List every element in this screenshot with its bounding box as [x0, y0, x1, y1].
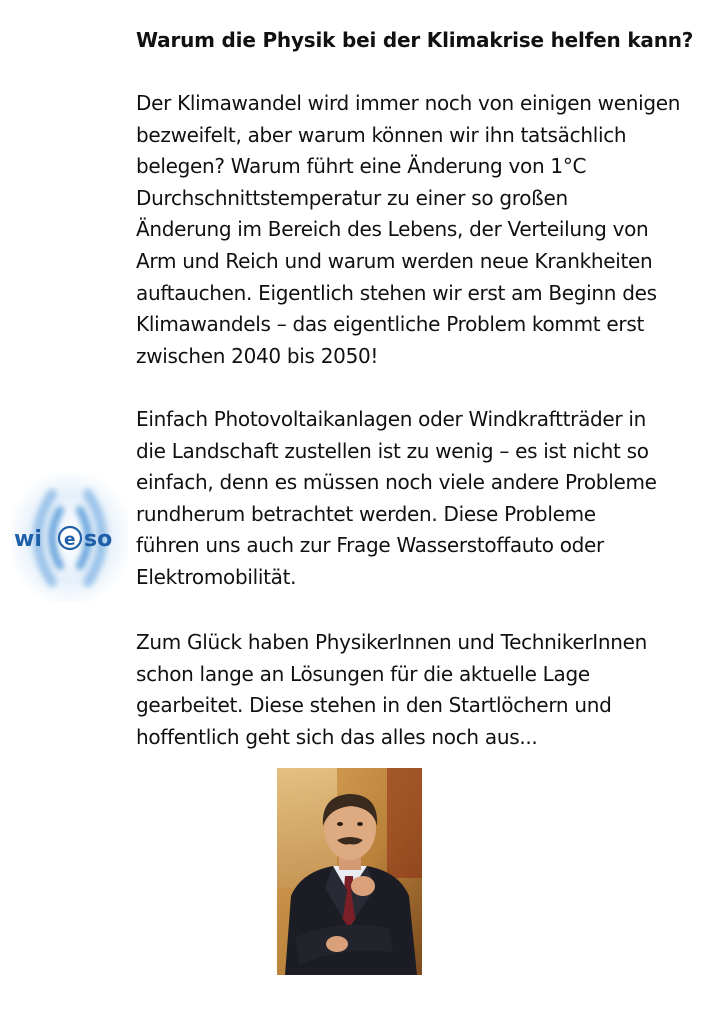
- text-line: hoffentlich geht sich das alles noch aus...: [136, 724, 538, 749]
- text-line: Einfach Photovoltaikanlagen oder Windkraftträder in: [136, 407, 647, 431]
- text-line: rundherum betrachtet werden. Diese Probleme: [136, 501, 596, 526]
- text-line: gearbeitet. Diese stehen in den Startlöchern und: [136, 693, 612, 718]
- text-line: führen uns auch zur Frage Wasserstoffauto oder: [136, 533, 604, 558]
- text-line: Zum Glück haben PhysikerInnen und TechnikerInnen: [136, 630, 648, 654]
- portrait-photo: [277, 768, 422, 975]
- paragraph-1: [136, 88, 716, 372]
- logo-text-left: wi: [14, 527, 42, 552]
- paragraph-3: [136, 627, 716, 753]
- text-line: schon lange an Lösungen für die aktuelle Lage: [136, 661, 590, 686]
- wieso-logo: [12, 474, 128, 602]
- text-line: Durchschnittstemperatur zu einer so großen: [136, 185, 568, 210]
- text-line: Der Klimawandel wird immer noch von einigen wenigen: [136, 91, 681, 115]
- text-line: bezweifelt, aber warum können wir ihn tatsächlich: [136, 122, 627, 147]
- text-line: zwischen 2040 bis 2050!: [136, 343, 379, 368]
- page-title: Warum die Physik bei der Klimakrise helfen kann?: [136, 28, 694, 52]
- text-line: Elektromobilität.: [136, 564, 297, 589]
- text-line: Änderung im Bereich des Lebens, der Verteilung von: [136, 217, 649, 242]
- logo-text-right: so: [84, 527, 113, 552]
- paragraph-2: [136, 404, 716, 594]
- text-line: die Landschaft zustellen ist zu wenig – es ist nicht so: [136, 438, 649, 463]
- text-line: belegen? Warum führt eine Änderung von 1°C: [136, 154, 587, 179]
- text-line: Arm und Reich und warum werden neue Krankheiten: [136, 248, 653, 273]
- logo-text-center: e: [64, 530, 76, 550]
- text-line: auftauchen. Eigentlich stehen wir erst am Beginn des: [136, 280, 657, 305]
- text-line: Klimawandels – das eigentliche Problem kommt erst: [136, 312, 644, 337]
- text-line: einfach, denn es müssen noch viele andere Probleme: [136, 470, 657, 495]
